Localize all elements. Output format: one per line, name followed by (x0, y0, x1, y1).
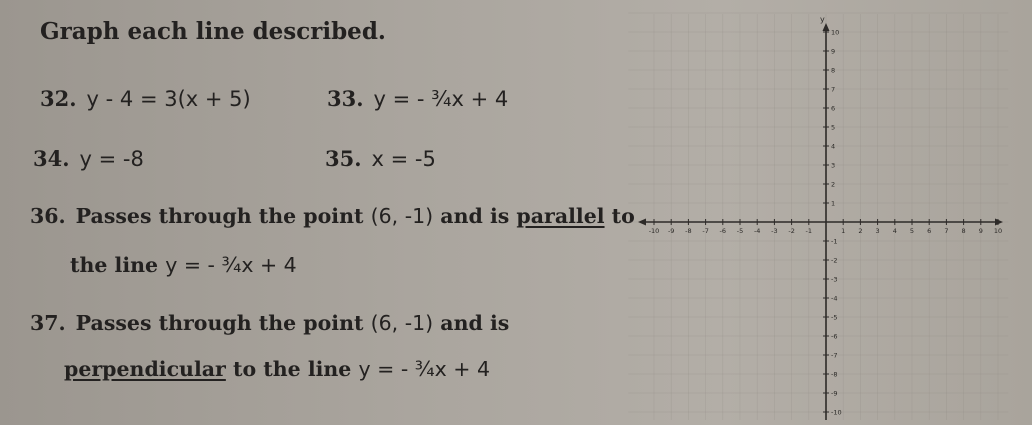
y-tick-label: 4 (831, 142, 836, 151)
problem-text: Passes through the point (75, 311, 364, 335)
x-tick-label: -2 (788, 227, 795, 235)
x-tick-label: -4 (753, 227, 761, 235)
x-tick-label: -6 (719, 227, 727, 235)
problem-text: and is (440, 204, 510, 228)
problem-number: 34. (33, 146, 70, 171)
y-tick-label: -7 (831, 351, 838, 360)
problem-equation: y = - ¾x + 4 (165, 253, 297, 277)
x-tick-label: -5 (736, 227, 744, 235)
y-axis-label: y (820, 15, 825, 24)
y-tick-label: -4 (831, 294, 838, 303)
y-tick-label: -8 (831, 370, 838, 379)
x-tick-label: 9 (978, 227, 983, 235)
y-tick-label: -6 (831, 332, 838, 341)
x-tick-label: -8 (685, 227, 692, 235)
x-tick-label: 7 (944, 227, 949, 235)
x-tick-label: -3 (771, 227, 778, 235)
problem-number: 33. (327, 86, 364, 111)
problem-equation: y - 4 = 3(x + 5) (86, 87, 251, 111)
problem-text: and is (440, 311, 510, 335)
problem-text: Passes through the point (75, 204, 364, 228)
y-tick-label: -2 (831, 256, 838, 265)
x-tick-label: 10 (993, 227, 1003, 235)
problem-point: (6, -1) (370, 311, 434, 335)
problem-text: to (611, 204, 635, 228)
x-tick-label: 1 (841, 227, 846, 235)
y-tick-label: 8 (831, 66, 836, 75)
x-tick-label: -9 (667, 227, 675, 235)
keyword-parallel: parallel (516, 204, 605, 228)
problem-equation: y = - ¾x + 4 (358, 357, 490, 381)
y-tick-label: 2 (831, 180, 836, 189)
problem-text: the line (70, 253, 159, 277)
y-tick-label: -10 (831, 408, 842, 417)
problem-point: (6, -1) (370, 204, 434, 228)
x-tick-label: 4 (892, 227, 897, 235)
y-tick-label: 1 (831, 199, 836, 208)
x-tick-label: 3 (875, 227, 880, 235)
problem-equation: x = -5 (371, 147, 436, 171)
problem-number: 32. (40, 86, 77, 111)
x-tick-label: -1 (805, 227, 813, 235)
y-tick-label: 5 (831, 123, 836, 132)
problem-number: 37. (30, 311, 66, 335)
problem-text: to the line (232, 357, 352, 381)
y-tick-label: 7 (831, 85, 836, 94)
problem-equation: y = -8 (79, 147, 144, 171)
problem-number: 36. (30, 204, 66, 228)
problem-number: 35. (325, 146, 362, 171)
x-tick-label: -10 (648, 227, 660, 235)
y-tick-label: -5 (831, 313, 838, 322)
instructions-heading: Graph each line described. (40, 18, 386, 45)
x-tick-label: 8 (961, 227, 966, 235)
y-tick-label: 10 (831, 28, 840, 37)
x-tick-label: -7 (702, 227, 709, 235)
problem-equation: y = - ¾x + 4 (373, 87, 509, 111)
y-tick-label: -9 (831, 389, 838, 398)
x-tick-label: 5 (909, 227, 915, 235)
x-axis-arrow-right (995, 219, 1003, 226)
keyword-perpendicular: perpendicular (64, 357, 226, 381)
y-tick-label: -1 (831, 237, 838, 246)
y-tick-label: 3 (831, 161, 836, 170)
x-tick-label: 2 (858, 227, 863, 235)
x-tick-label: 6 (927, 227, 932, 235)
y-tick-label: 9 (831, 47, 836, 56)
y-axis-arrow-up (823, 23, 830, 31)
x-axis-arrow-left (638, 219, 646, 226)
y-tick-label: -3 (831, 275, 838, 284)
y-tick-label: 6 (831, 104, 836, 113)
